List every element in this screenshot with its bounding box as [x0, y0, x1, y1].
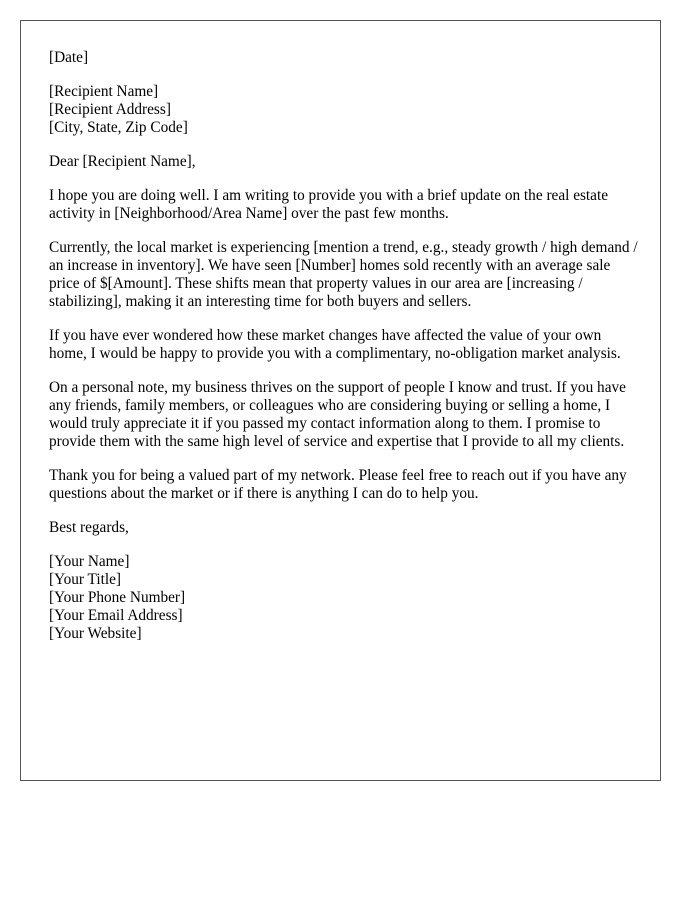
body-paragraph-intro: I hope you are doing well. I am writing to provide you with a brief update on the real estate activity in [Neighborhood/Area Name] over the past few months. — [49, 187, 609, 222]
recipient-address: [Recipient Address] — [49, 101, 171, 118]
body-paragraph-thanks: Thank you for being a valued part of my network. Please feel free to reach out if you have any questions about the market or if there is anything I can do to help you. — [49, 467, 627, 502]
body-paragraph-analysis: If you have ever wondered how these market changes have affected the value of your own home, I would be happy to provide you with a complimentary, no-obligation market analysis. — [49, 327, 621, 362]
signature-name: [Your Name] — [49, 553, 130, 570]
signature-email: [Your Email Address] — [49, 607, 183, 624]
recipient-block — [49, 83, 639, 137]
salutation: Dear [Recipient Name], — [49, 153, 196, 170]
recipient-city: [City, State, Zip Code] — [49, 119, 188, 136]
letter-date: [Date] — [49, 49, 89, 66]
recipient-name: [Recipient Name] — [49, 83, 159, 100]
body-paragraph-market: Currently, the local market is experiencing [mention a trend, e.g., steady growth / high demand / an increase in inventory]. We have seen [Number] homes sold recently with an average sale price of $[Amount]. These shifts mean that property values in our area are [increasing / stabilizing], making it an interesting time for both buyers and sellers. — [49, 239, 638, 310]
body-paragraph-referral: On a personal note, my business thrives on the support of people I know and trust. If you have any friends, family members, or colleagues who are considering buying or selling a home, I would truly appreciate it if you passed my contact information along to them. I promise to provide them with the same high level of service and expertise that I provide to all my clients. — [49, 379, 626, 450]
signature-website: [Your Website] — [49, 625, 142, 642]
closing: Best regards, — [49, 519, 129, 536]
signature-block — [49, 553, 639, 643]
signature-title: [Your Title] — [49, 571, 121, 588]
letter — [20, 20, 661, 781]
signature-phone: [Your Phone Number] — [49, 589, 186, 606]
